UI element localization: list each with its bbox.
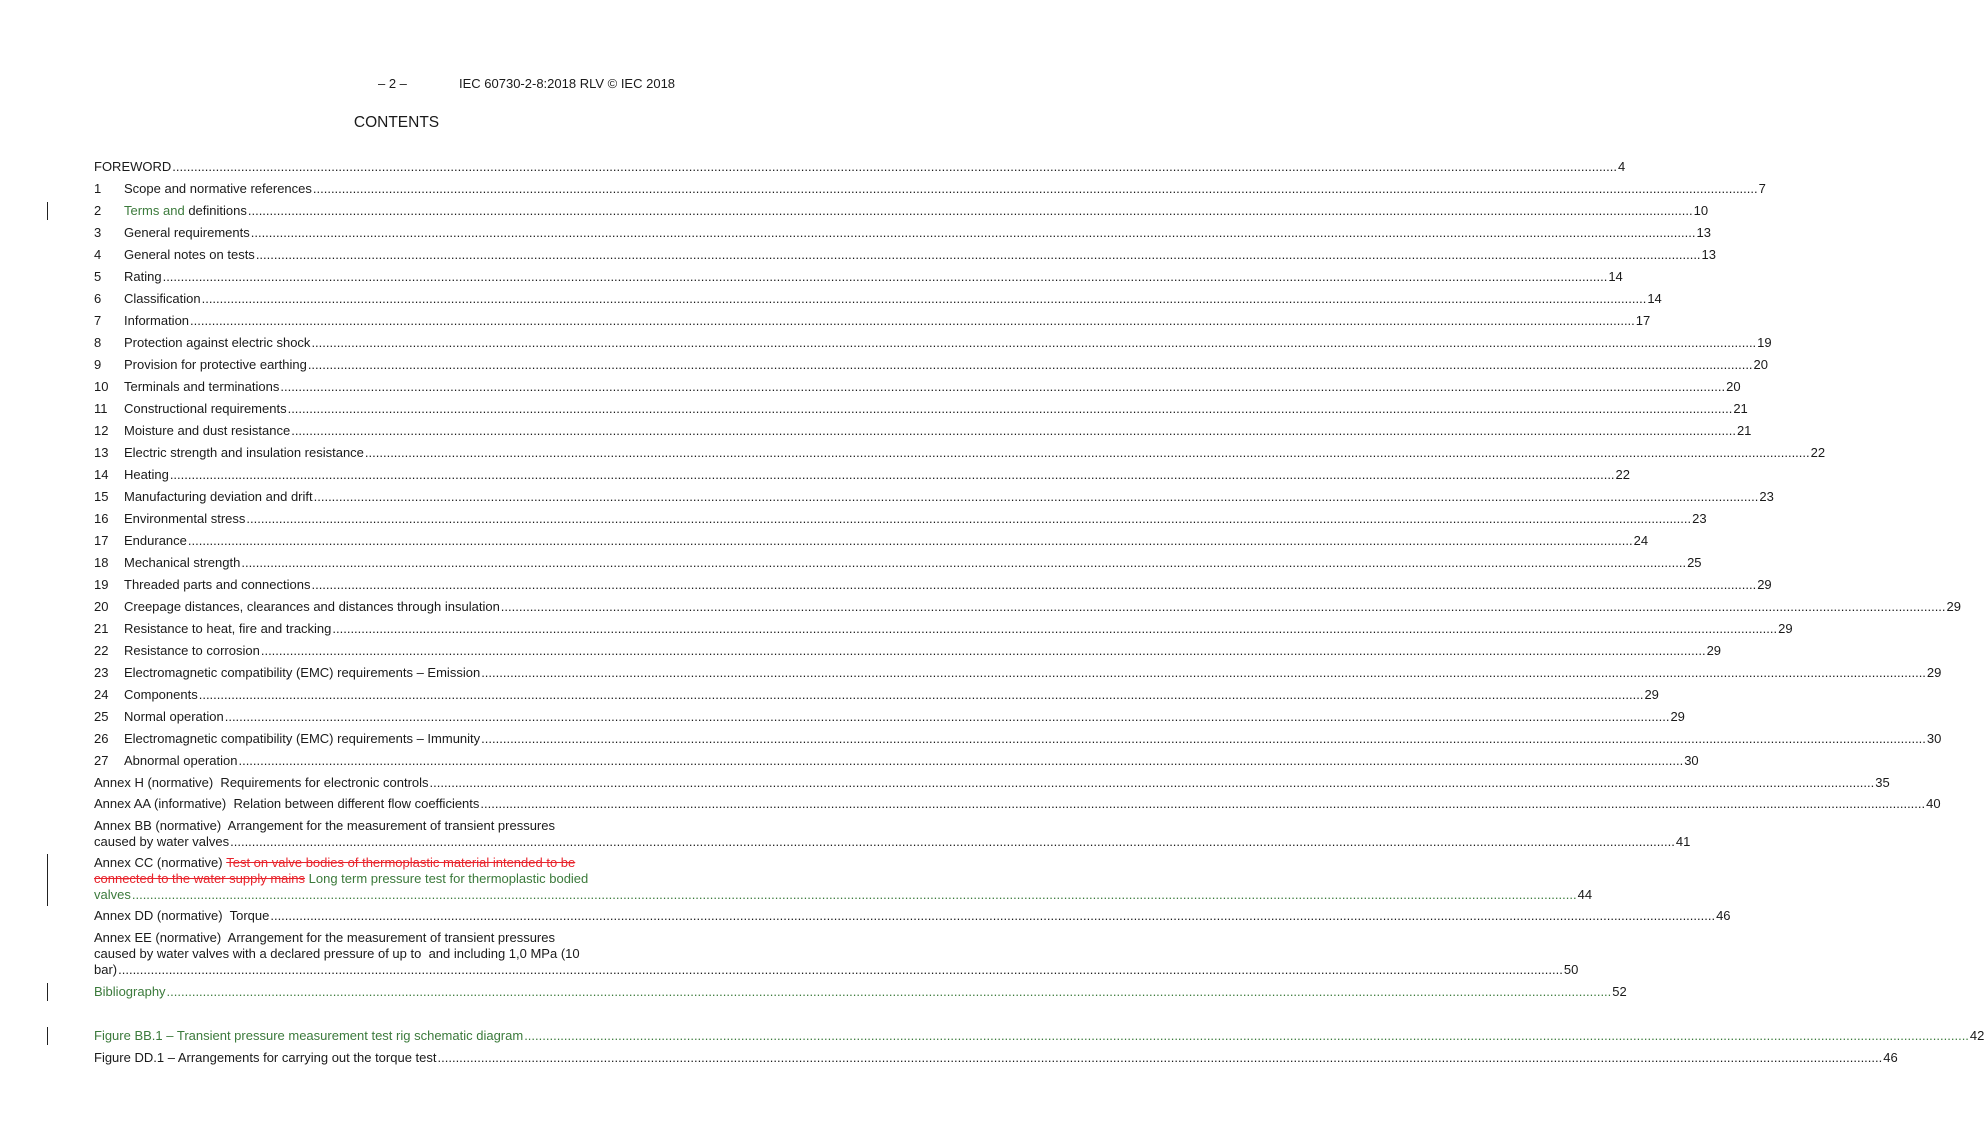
page-ref: 21 — [1733, 401, 1748, 416]
entry-title: Threaded parts and connections — [124, 577, 311, 592]
section-number: 15 — [94, 489, 109, 504]
toc-entry[interactable] — [94, 357, 1769, 373]
page-ref: 29 — [1670, 709, 1685, 724]
toc-entry[interactable] — [94, 291, 1662, 307]
toc-entry[interactable] — [94, 555, 1702, 571]
section-number: 18 — [94, 555, 109, 570]
page-ref: 13 — [1696, 225, 1711, 240]
dot-leader: ................................................................................................................................................................................................................................................................................................................................................................................................................ — [198, 687, 1644, 702]
section-number: 22 — [94, 643, 109, 658]
dot-leader: ................................................................................................................................................................................................................................................................................................................................................................................................................ — [246, 511, 1692, 526]
section-number: 23 — [94, 665, 109, 680]
section-number: 2 — [94, 203, 102, 218]
section-number: 13 — [94, 445, 109, 460]
toc-entry[interactable] — [94, 247, 1717, 263]
section-number: 26 — [94, 731, 109, 746]
deleted-text: Test on valve bodies of thermoplastic material intended to be — [226, 855, 576, 870]
toc-entry[interactable] — [94, 855, 1593, 903]
dot-leader: ................................................................................................................................................................................................................................................................................................................................................................................................................ — [230, 834, 1675, 849]
dot-leader: ................................................................................................................................................................................................................................................................................................................................................................................................................ — [201, 291, 1647, 306]
toc-entry[interactable] — [94, 796, 1941, 812]
toc-entry[interactable] — [94, 445, 1826, 461]
entry-title: Components — [124, 687, 198, 702]
page-ref: 29 — [1644, 687, 1659, 702]
toc-entry[interactable] — [94, 930, 1579, 978]
entry-title: Moisture and dust resistance — [124, 423, 291, 438]
toc-entry[interactable] — [94, 313, 1651, 329]
dot-leader: ................................................................................................................................................................................................................................................................................................................................................................................................................ — [481, 665, 1926, 680]
page-ref: 22 — [1615, 467, 1631, 482]
dot-leader: ................................................................................................................................................................................................................................................................................................................................................................................................................ — [312, 181, 1758, 196]
toc-entry[interactable] — [94, 908, 1731, 924]
page-ref: 29 — [1926, 665, 1942, 680]
entry-title: caused by water valves — [94, 834, 230, 849]
section-number: 17 — [94, 533, 109, 548]
entry-title: Annex DD (normative) Torque — [94, 908, 270, 923]
entry-title: Environmental stress — [124, 511, 246, 526]
change-bar — [47, 983, 48, 1001]
dot-leader: ................................................................................................................................................................................................................................................................................................................................................................................................................ — [313, 489, 1759, 504]
toc-entry[interactable] — [94, 775, 1890, 791]
page-ref: 30 — [1926, 731, 1942, 746]
toc-entry[interactable] — [94, 379, 1741, 395]
entry-title: Classification — [124, 291, 201, 306]
toc-entry[interactable] — [94, 489, 1774, 505]
dot-leader: ................................................................................................................................................................................................................................................................................................................................................................................................................ — [187, 533, 1633, 548]
entry-title: Abnormal operation — [124, 753, 238, 768]
page-ref: 23 — [1759, 489, 1774, 504]
dot-leader: ................................................................................................................................................................................................................................................................................................................................................................................................................ — [311, 335, 1757, 350]
toc-entry[interactable] — [94, 401, 1748, 417]
page-ref: 25 — [1687, 555, 1702, 570]
entry-title: General requirements — [124, 225, 250, 240]
toc-entry[interactable] — [94, 203, 1709, 219]
entry-title: Information — [124, 313, 190, 328]
page-ref: 23 — [1692, 511, 1707, 526]
page-ref: 44 — [1577, 887, 1593, 902]
inserted-text: Long term pressure test for thermoplastic bodied — [305, 871, 589, 886]
page-ref: 24 — [1633, 533, 1649, 548]
page-ref: 20 — [1726, 379, 1741, 394]
section-number: 12 — [94, 423, 109, 438]
section-number: 14 — [94, 467, 109, 482]
toc-entry[interactable] — [94, 753, 1699, 769]
section-number: 16 — [94, 511, 109, 526]
section-number: 27 — [94, 753, 109, 768]
page-number: – 2 – — [378, 76, 407, 91]
section-number: 1 — [94, 181, 102, 196]
toc-entry[interactable] — [94, 181, 1766, 197]
page-ref: 10 — [1693, 203, 1709, 218]
section-number: 6 — [94, 291, 102, 306]
entry-title: Protection against electric shock — [124, 335, 311, 350]
toc-entry[interactable] — [94, 709, 1685, 725]
dot-leader: ................................................................................................................................................................................................................................................................................................................................................................................................................ — [311, 577, 1757, 592]
page-ref: 50 — [1563, 962, 1579, 977]
toc-entry[interactable] — [94, 665, 1942, 681]
toc-entry[interactable] — [94, 1028, 1984, 1044]
section-number: 9 — [94, 357, 102, 372]
dot-leader: ................................................................................................................................................................................................................................................................................................................................................................................................................ — [287, 401, 1733, 416]
entry-title: Electric strength and insulation resistance — [124, 445, 364, 460]
inserted-text: Terms and — [124, 203, 189, 218]
inserted-text: valves — [94, 887, 131, 902]
toc-entry[interactable] — [94, 1050, 1898, 1066]
dot-leader: ................................................................................................................................................................................................................................................................................................................................................................................................................ — [307, 357, 1753, 372]
dot-leader: ................................................................................................................................................................................................................................................................................................................................................................................................................ — [190, 313, 1635, 328]
entry-title: Resistance to heat, fire and tracking — [124, 621, 332, 636]
dot-leader: ................................................................................................................................................................................................................................................................................................................................................................................................................ — [480, 796, 1926, 811]
page-ref: 29 — [1757, 577, 1772, 592]
dot-leader: ................................................................................................................................................................................................................................................................................................................................................................................................................ — [270, 908, 1716, 923]
page-ref: 13 — [1701, 247, 1717, 262]
section-number: 4 — [94, 247, 102, 262]
toc-entry[interactable] — [94, 533, 1649, 549]
page-ref: 29 — [1778, 621, 1793, 636]
page-ref: 52 — [1612, 984, 1627, 999]
entry-title: Normal operation — [124, 709, 224, 724]
contents-title: CONTENTS — [353, 114, 440, 131]
deleted-text: connected to the water supply mains — [94, 871, 306, 886]
page-ref: 7 — [1758, 181, 1766, 196]
page-ref: 29 — [1946, 599, 1961, 614]
dot-leader: ................................................................................................................................................................................................................................................................................................................................................................................................................ — [364, 445, 1810, 460]
toc-entry[interactable] — [94, 511, 1707, 527]
page-ref: 41 — [1675, 834, 1691, 849]
dot-leader: ................................................................................................................................................................................................................................................................................................................................................................................................................ — [166, 984, 1612, 999]
section-number: 19 — [94, 577, 109, 592]
toc-entry[interactable] — [94, 225, 1711, 241]
dot-leader: ................................................................................................................................................................................................................................................................................................................................................................................................................ — [437, 1050, 1883, 1065]
section-number: 25 — [94, 709, 109, 724]
entry-title: definitions — [188, 203, 247, 218]
dot-leader: ................................................................................................................................................................................................................................................................................................................................................................................................................ — [524, 1028, 1969, 1043]
page-ref: 46 — [1883, 1050, 1898, 1065]
entry-title: bar) — [94, 962, 118, 977]
entry-title: Rating — [124, 269, 162, 284]
change-bar — [47, 1027, 48, 1045]
toc-entry[interactable] — [94, 643, 1722, 659]
dot-leader: ................................................................................................................................................................................................................................................................................................................................................................................................................ — [224, 709, 1670, 724]
page-ref: 40 — [1926, 796, 1941, 811]
toc-entry[interactable] — [94, 423, 1752, 439]
dot-leader: ................................................................................................................................................................................................................................................................................................................................................................................................................ — [260, 643, 1706, 658]
dot-leader: ................................................................................................................................................................................................................................................................................................................................................................................................................ — [162, 269, 1608, 284]
page-ref: 35 — [1875, 775, 1890, 790]
entry-title: General notes on tests — [124, 247, 255, 262]
page-ref: 17 — [1635, 313, 1651, 328]
entry-title: Electromagnetic compatibility (EMC) requirements – Immunity — [124, 731, 481, 746]
entry-title: Figure DD.1 – Arrangements for carrying out the torque test — [94, 1050, 437, 1065]
dot-leader: ................................................................................................................................................................................................................................................................................................................................................................................................................ — [250, 225, 1696, 240]
entry-title: Creepage distances, clearances and distances through insulation — [124, 599, 500, 614]
section-number: 24 — [94, 687, 109, 702]
entry-title: Annex EE (normative) Arrangement for the measurement of transient pressures — [94, 930, 555, 945]
page-ref: 30 — [1684, 753, 1699, 768]
page-ref: 29 — [1706, 643, 1722, 658]
page-ref: 42 — [1969, 1028, 1984, 1043]
entry-title: Annex AA (informative) Relation between different flow coefficients — [94, 796, 480, 811]
entry-title: Manufacturing deviation and drift — [124, 489, 313, 504]
entry-title: caused by water valves with a declared pressure of up to and including 1,0 MPa (10 — [94, 946, 580, 961]
page-ref: 4 — [1618, 159, 1626, 174]
page-ref: 19 — [1757, 335, 1772, 350]
dot-leader: ................................................................................................................................................................................................................................................................................................................................................................................................................ — [280, 379, 1726, 394]
toc-entry[interactable] — [94, 269, 1623, 285]
page-ref: 46 — [1716, 908, 1731, 923]
dot-leader: ................................................................................................................................................................................................................................................................................................................................................................................................................ — [131, 887, 1577, 902]
dot-leader: ................................................................................................................................................................................................................................................................................................................................................................................................................ — [429, 775, 1875, 790]
dot-leader: ................................................................................................................................................................................................................................................................................................................................................................................................................ — [247, 203, 1693, 218]
section-number: 8 — [94, 335, 102, 350]
dot-leader: ................................................................................................................................................................................................................................................................................................................................................................................................................ — [255, 247, 1701, 262]
change-bar — [47, 202, 48, 220]
inserted-text: Figure BB.1 – Transient pressure measurement test rig schematic diagram — [94, 1028, 524, 1043]
entry-title: Heating — [124, 467, 169, 482]
section-number: 10 — [94, 379, 109, 394]
page-ref: 20 — [1753, 357, 1769, 372]
entry-title: Provision for protective earthing — [124, 357, 307, 372]
entry-title: Resistance to corrosion — [124, 643, 260, 658]
entry-title: Electromagnetic compatibility (EMC) requirements – Emission — [124, 665, 481, 680]
entry-title: Annex BB (normative) Arrangement for the measurement of transient pressures — [94, 818, 555, 833]
toc-entry[interactable] — [94, 159, 1626, 175]
page-ref: 14 — [1647, 291, 1662, 306]
toc-entry[interactable] — [94, 687, 1659, 703]
section-number: 5 — [94, 269, 102, 284]
toc-entry[interactable] — [94, 621, 1793, 637]
entry-title: Terminals and terminations — [124, 379, 280, 394]
toc-entry[interactable] — [94, 984, 1627, 1000]
dot-leader: ................................................................................................................................................................................................................................................................................................................................................................................................................ — [332, 621, 1778, 636]
toc-entry[interactable] — [94, 731, 1942, 747]
dot-leader: ................................................................................................................................................................................................................................................................................................................................................................................................................ — [481, 731, 1926, 746]
dot-leader: ................................................................................................................................................................................................................................................................................................................................................................................................................ — [500, 599, 1946, 614]
dot-leader: ................................................................................................................................................................................................................................................................................................................................................................................................................ — [172, 159, 1618, 174]
section-number: 20 — [94, 599, 109, 614]
dot-leader: ................................................................................................................................................................................................................................................................................................................................................................................................................ — [238, 753, 1684, 768]
toc-entry[interactable] — [94, 599, 1961, 615]
section-number: 21 — [94, 621, 109, 636]
change-bar — [47, 854, 48, 906]
entry-title: Scope and normative references — [124, 181, 312, 196]
page-ref: 22 — [1810, 445, 1826, 460]
entry-title: Annex H (normative) Requirements for electronic controls — [94, 775, 429, 790]
section-number: 11 — [94, 401, 108, 416]
toc-entry[interactable] — [94, 577, 1772, 593]
toc-entry[interactable] — [94, 335, 1772, 351]
toc-entry[interactable] — [94, 818, 1691, 850]
entry-title: Constructional requirements — [124, 401, 287, 416]
inserted-text: Bibliography — [94, 984, 166, 999]
section-number: 3 — [94, 225, 102, 240]
dot-leader: ................................................................................................................................................................................................................................................................................................................................................................................................................ — [241, 555, 1687, 570]
dot-leader: ................................................................................................................................................................................................................................................................................................................................................................................................................ — [118, 962, 1563, 977]
page-ref: 21 — [1736, 423, 1752, 438]
dot-leader: ................................................................................................................................................................................................................................................................................................................................................................................................................ — [291, 423, 1736, 438]
entry-title: FOREWORD — [94, 159, 172, 174]
section-number: 7 — [94, 313, 102, 328]
entry-title: Annex CC (normative) — [94, 855, 227, 870]
entry-title: Mechanical strength — [124, 555, 241, 570]
document-id: IEC 60730-2-8:2018 RLV © IEC 2018 — [459, 76, 676, 91]
entry-title: Endurance — [124, 533, 187, 548]
toc-entry[interactable] — [94, 467, 1631, 483]
dot-leader: ................................................................................................................................................................................................................................................................................................................................................................................................................ — [169, 467, 1615, 482]
page-ref: 14 — [1608, 269, 1623, 284]
